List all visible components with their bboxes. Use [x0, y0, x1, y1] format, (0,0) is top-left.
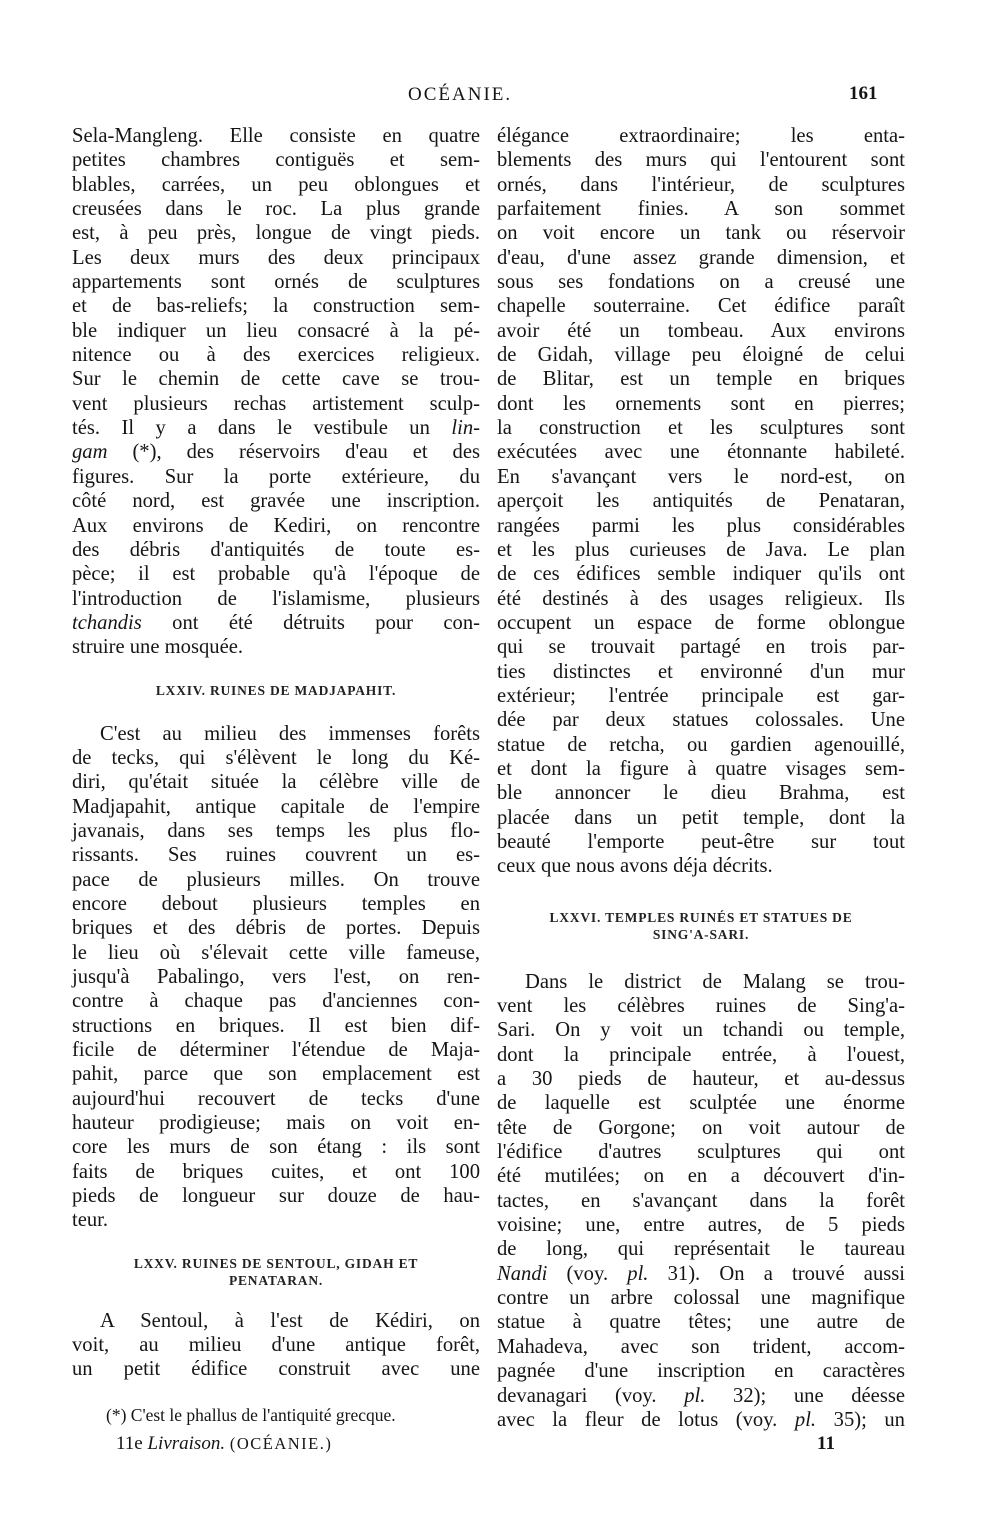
running-head: OCÉANIE. [408, 84, 513, 105]
text-line: Madjapahit, antique capitale de l'empire [72, 795, 480, 818]
text-fragment: devanagari (voy. [497, 1384, 685, 1407]
paragraph [72, 124, 480, 660]
text-line: appartements sont ornés de sculptures [72, 271, 480, 294]
text-fragment: ont été détruits pour con- [141, 611, 480, 634]
text-line: de ces édifices semble indiquer qu'ils ont [497, 563, 905, 586]
paragraph [497, 970, 905, 1433]
signature-number: 11e [116, 1433, 143, 1454]
text-line: ficile de déterminer l'étendue de Maja- [72, 1039, 480, 1062]
text-line: javanais, dans ses temps les plus flo- [72, 819, 480, 842]
plate-reference: pl. [684, 1384, 706, 1407]
paragraph [497, 124, 905, 879]
text-line: voisine; une, entre autres, de 5 pieds [497, 1214, 905, 1237]
text-line: avoir été un tombeau. Aux environs [497, 319, 905, 342]
section-heading-lxxiv [72, 682, 480, 699]
text-line: Dans le district de Malang se trou- [525, 970, 905, 993]
text-line: ties distinctes et environné d'un mur [497, 660, 905, 683]
sheet-number: 11 [817, 1433, 835, 1454]
text-line: dée par deux statues colossales. Une [497, 709, 905, 732]
text-line: dont la principale entrée, à l'ouest, [497, 1043, 905, 1066]
plate-reference: pl. [794, 1408, 817, 1431]
text-line: En s'avançant vers le nord-est, on [497, 465, 905, 488]
footnote: (*) C'est le phallus de l'antiquité grecque. [106, 1405, 396, 1425]
text-line: de long, qui représentait le taureau [497, 1238, 905, 1261]
printer-signature [116, 1433, 332, 1455]
text-line: figures. Sur la porte extérieure, du [72, 465, 480, 488]
text-line: de tecks, qui s'élèvent le long du Ké- [72, 746, 480, 769]
heading-line: LXXVI. TEMPLES RUINÉS ET STATUES DE [549, 909, 853, 925]
italic-term: Nandi [497, 1262, 548, 1285]
text-line: le lieu où s'élevait cette ville fameuse, [72, 941, 480, 964]
text-line: côté nord, est gravée une inscription. [72, 490, 480, 513]
text-line: été destinés à des usages religieux. Ils [497, 587, 905, 610]
text-line: vent les célèbres ruines de Sing'a- [497, 995, 905, 1017]
text-line: teur. [72, 1209, 109, 1232]
text-line: beauté l'emporte peut-être sur tout [497, 830, 905, 853]
text-line: de Blitar, est un temple en briques [497, 368, 905, 391]
text-line: Les deux murs des deux principaux [72, 246, 480, 269]
text-line: d'eau, d'une assez grande dimension, et [497, 246, 905, 269]
text-line: encore debout plusieurs temples en [72, 892, 480, 915]
italic-term: tchandis [72, 611, 142, 634]
text-line: aperçoit les antiquités de Penataran, [497, 490, 905, 513]
text-line: ble annoncer le dieu Brahma, est [497, 782, 905, 805]
text-line: contre à chaque pas d'anciennes con- [72, 990, 480, 1013]
text-line: rissants. Ses ruines couvrent un es- [72, 844, 480, 867]
text-line: est, à peu près, longue de vingt pieds. [72, 222, 480, 245]
text-line: extérieur; l'entrée principale est gar- [497, 684, 905, 707]
left-column [72, 124, 480, 1382]
section-heading-lxxvi [497, 909, 905, 943]
text-line: contre un arbre colossal une magnifique [497, 1287, 905, 1310]
plate-reference: pl. [627, 1262, 649, 1285]
text-fragment: (*), des réservoirs d'eau et des [107, 441, 480, 464]
text-line: aujourd'hui recouvert de tecks d'une [72, 1087, 480, 1110]
text-line: hauteur prodigieuse; mais on voit en- [72, 1112, 480, 1135]
text-fragment: avec la fleur de lotus (voy. [497, 1408, 795, 1431]
text-line [497, 1384, 905, 1408]
text-line: struire une mosquée. [72, 636, 243, 659]
text-line: chapelle souterraine. Cet édifice paraît [497, 295, 905, 318]
heading-line: SING'A-SARI. [652, 926, 750, 942]
heading-line: PENATARAN. [228, 1272, 324, 1288]
heading-line: LXXIV. RUINES DE MADJAPAHIT. [155, 682, 397, 698]
paragraph [72, 722, 480, 1233]
text-line: structions en briques. Il est bien dif- [72, 1014, 480, 1037]
text-line: Sela-Mangleng. Elle consiste en quatre [72, 125, 480, 147]
text-line [497, 1262, 905, 1286]
text-line: rangées parmi les plus considérables [497, 514, 905, 537]
text-line: statue à quatre têtes; une autre de [497, 1311, 905, 1334]
text-line: faits de briques cuites, et ont 100 [72, 1160, 480, 1183]
text-line: la construction et les sculptures sont [497, 417, 905, 440]
text-line: pahit, parce que son emplacement est [72, 1063, 480, 1086]
text-line [72, 416, 480, 440]
text-line: tête de Gorgone; on voit autour de [497, 1116, 905, 1139]
text-fragment: 32); une déesse [705, 1384, 905, 1407]
signature-series: (OCÉANIE.) [229, 1434, 333, 1453]
text-fragment: tés. Il y a dans le vestibule un [72, 417, 452, 440]
text-line: Mahadeva, avec son trident, accom- [497, 1335, 905, 1358]
text-fragment: 31). On a trouvé aussi [648, 1262, 905, 1285]
text-line: A Sentoul, à l'est de Kédiri, on [100, 1309, 480, 1332]
text-line: l'édifice d'autres sculptures qui ont [497, 1141, 905, 1164]
text-line: C'est au milieu des immenses forêts [100, 722, 480, 745]
right-column [497, 124, 905, 1432]
text-line: et les plus curieuses de Java. Le plan [497, 538, 905, 561]
text-line: pace de plusieurs milles. On trouve [72, 868, 480, 891]
text-line: briques et des débris de portes. Depuis [72, 917, 480, 940]
text-line: Sari. On y voit un tchandi ou temple, [497, 1019, 905, 1042]
text-line: exécutées avec une étonnante habileté. [497, 441, 905, 464]
italic-term: lin- [451, 417, 480, 440]
text-line: blements des murs qui l'entourent sont [497, 149, 905, 172]
text-line: ble indiquer un lieu consacré à la pé- [72, 319, 480, 342]
text-line: core les murs de son étang : ils sont [72, 1136, 480, 1159]
text-fragment: 35); un [816, 1408, 905, 1431]
text-line: voit, au milieu d'une antique forêt, [72, 1334, 480, 1357]
text-line [72, 611, 480, 635]
text-line: et dont la figure à quatre visages sem- [497, 757, 905, 780]
text-line: ornés, dans l'intérieur, de sculptures [497, 173, 905, 196]
text-line: pieds de longueur sur douze de hau- [72, 1185, 480, 1208]
text-line: petites chambres contiguës et sem- [72, 149, 480, 172]
text-line: a 30 pieds de hauteur, et au-dessus [497, 1068, 905, 1091]
text-line: pagnée d'une inscription en caractères [497, 1360, 905, 1383]
text-line: des débris d'antiquités de toute es- [72, 538, 480, 561]
text-line: qui se trouvait partagé en trois par- [497, 636, 905, 659]
text-line: placée dans un petit temple, dont la [497, 806, 905, 829]
text-line: jusqu'à Pabalingo, vers l'est, on ren- [72, 966, 480, 988]
text-line: statue de retcha, ou gardien agenouillé, [497, 733, 905, 756]
text-line: ceux que nous avons déja décrits. [497, 855, 773, 878]
text-line: de Gidah, village peu éloigné de celui [497, 344, 905, 367]
text-line: tactes, en s'avançant dans la forêt [497, 1189, 905, 1212]
text-line: diri, qu'était située la célèbre ville de [72, 771, 480, 794]
text-line: et de bas-reliefs; la construction sem- [72, 295, 480, 318]
section-heading-lxxv [72, 1255, 480, 1289]
text-fragment: (voy. [547, 1262, 628, 1285]
text-line: creusées dans le roc. La plus grande [72, 198, 480, 221]
text-line: vent plusieurs rechas artistement sculp- [72, 392, 480, 415]
page-number: 161 [849, 83, 878, 104]
text-line: de laquelle est sculptée une énorme [497, 1092, 905, 1115]
text-line: blables, carrées, un peu oblongues et [72, 173, 480, 196]
signature-livraison: Livraison. [147, 1433, 226, 1454]
text-line: on voit encore un tank ou réservoir [497, 222, 905, 245]
italic-term: gam [72, 441, 108, 464]
text-line: été mutilées; on en a découvert d'in- [497, 1165, 905, 1188]
text-line [72, 440, 480, 464]
paragraph [72, 1309, 480, 1382]
text-line: parfaitement finies. A son sommet [497, 198, 905, 221]
text-line: occupent un espace de forme oblongue [497, 611, 905, 634]
text-line: un petit édifice construit avec une [72, 1358, 480, 1381]
text-line: élégance extraordinaire; les enta- [497, 125, 905, 147]
text-line: Aux environs de Kediri, on rencontre [72, 514, 480, 537]
text-line: nitence ou à des exercices religieux. [72, 344, 480, 367]
text-line: sous ses fondations on a creusé une [497, 271, 905, 294]
text-line [497, 1408, 905, 1432]
text-line: pèce; il est probable qu'à l'époque de [72, 563, 480, 586]
text-line: l'introduction de l'islamisme, plusieurs [72, 587, 480, 610]
text-line: Sur le chemin de cette cave se trou- [72, 368, 480, 391]
heading-line: LXXV. RUINES DE SENTOUL, GIDAH ET [133, 1255, 419, 1271]
text-line: dont les ornements sont en pierres; [497, 392, 905, 415]
